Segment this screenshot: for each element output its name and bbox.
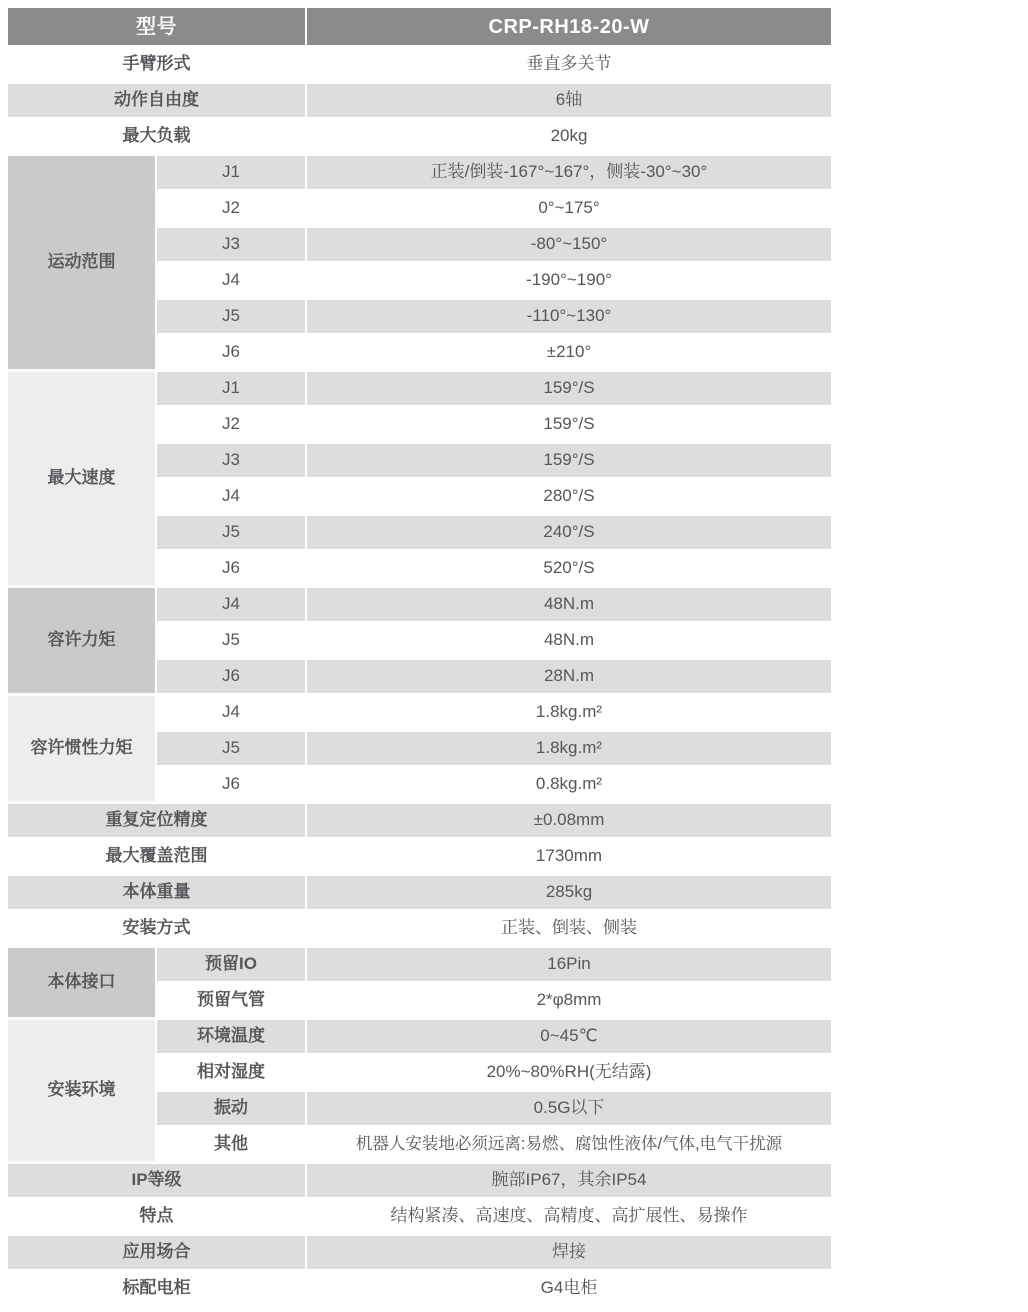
table-row bbox=[8, 1020, 831, 1053]
joint-label: J6 bbox=[157, 660, 305, 693]
table-row bbox=[8, 912, 831, 945]
group-cell-allowable-torque: 容许力矩 bbox=[8, 588, 155, 693]
table-row bbox=[8, 840, 831, 873]
table-row bbox=[8, 1200, 831, 1233]
humidity-value: 20%~80%RH(无结露) bbox=[307, 1056, 831, 1089]
joint-label: J5 bbox=[157, 732, 305, 765]
repeatability-label: 重复定位精度 bbox=[8, 804, 305, 837]
joint-value: 159°/S bbox=[307, 408, 831, 441]
features-label: 特点 bbox=[8, 1200, 305, 1233]
table-row bbox=[8, 588, 831, 621]
mounting-value: 正装、倒装、侧装 bbox=[307, 912, 831, 945]
table-row bbox=[8, 1236, 831, 1269]
joint-label: J6 bbox=[157, 336, 305, 369]
table-row bbox=[8, 696, 831, 729]
joint-value: -80°~150° bbox=[307, 228, 831, 261]
joint-label: J1 bbox=[157, 372, 305, 405]
joint-value: 240°/S bbox=[307, 516, 831, 549]
group-cell-install-environment: 安装环境 bbox=[8, 1020, 155, 1161]
body-weight-label: 本体重量 bbox=[8, 876, 305, 909]
vibration-value: 0.5G以下 bbox=[307, 1092, 831, 1125]
joint-label: J5 bbox=[157, 300, 305, 333]
joint-value: -190°~190° bbox=[307, 264, 831, 297]
joint-label: J3 bbox=[157, 228, 305, 261]
group-cell-max-speed: 最大速度 bbox=[8, 372, 155, 585]
table-row bbox=[8, 804, 831, 837]
joint-value: 1.8kg.m² bbox=[307, 732, 831, 765]
reserved-io-value: 16Pin bbox=[307, 948, 831, 981]
table-row bbox=[8, 120, 831, 153]
table-header-row bbox=[8, 8, 831, 45]
ip-rating-value: 腕部IP67，其余IP54 bbox=[307, 1164, 831, 1197]
application-label: 应用场合 bbox=[8, 1236, 305, 1269]
joint-value: 48N.m bbox=[307, 588, 831, 621]
joint-value: 159°/S bbox=[307, 372, 831, 405]
max-reach-value: 1730mm bbox=[307, 840, 831, 873]
standard-cabinet-value: G4电柜 bbox=[307, 1272, 831, 1305]
max-payload-label: 最大负载 bbox=[8, 120, 305, 153]
joint-label: J3 bbox=[157, 444, 305, 477]
max-reach-label: 最大覆盖范围 bbox=[8, 840, 305, 873]
joint-value: 1.8kg.m² bbox=[307, 696, 831, 729]
joint-value: 28N.m bbox=[307, 660, 831, 693]
joint-label: J6 bbox=[157, 552, 305, 585]
table-row bbox=[8, 372, 831, 405]
humidity-label: 相对湿度 bbox=[157, 1056, 305, 1089]
table-row bbox=[8, 1164, 831, 1197]
features-value: 结构紧凑、高速度、高精度、高扩展性、易操作 bbox=[307, 1200, 831, 1233]
group-cell-body-interface: 本体接口 bbox=[8, 948, 155, 1017]
reserved-air-value: 2*φ8mm bbox=[307, 984, 831, 1017]
table-row bbox=[8, 84, 831, 117]
group-cell-allowable-inertia: 容许惯性力矩 bbox=[8, 696, 155, 801]
ambient-temp-value: 0~45℃ bbox=[307, 1020, 831, 1053]
vibration-label: 振动 bbox=[157, 1092, 305, 1125]
model-number: CRP-RH18-20-W bbox=[307, 8, 831, 45]
other-env-label: 其他 bbox=[157, 1128, 305, 1161]
joint-value: 520°/S bbox=[307, 552, 831, 585]
reserved-air-label: 预留气管 bbox=[157, 984, 305, 1017]
ambient-temp-label: 环境温度 bbox=[157, 1020, 305, 1053]
joint-label: J5 bbox=[157, 624, 305, 657]
table-row bbox=[8, 156, 831, 189]
joint-value: 280°/S bbox=[307, 480, 831, 513]
joint-value: 48N.m bbox=[307, 624, 831, 657]
joint-label: J6 bbox=[157, 768, 305, 801]
mounting-label: 安装方式 bbox=[8, 912, 305, 945]
dof-value: 6轴 bbox=[307, 84, 831, 117]
joint-label: J2 bbox=[157, 192, 305, 225]
group-cell-motion-range: 运动范围 bbox=[8, 156, 155, 369]
joint-value: 0.8kg.m² bbox=[307, 768, 831, 801]
table-row bbox=[8, 48, 831, 81]
dof-label: 动作自由度 bbox=[8, 84, 305, 117]
repeatability-value: ±0.08mm bbox=[307, 804, 831, 837]
joint-label: J4 bbox=[157, 588, 305, 621]
joint-label: J2 bbox=[157, 408, 305, 441]
joint-value: ±210° bbox=[307, 336, 831, 369]
joint-label: J4 bbox=[157, 480, 305, 513]
application-value: 焊接 bbox=[307, 1236, 831, 1269]
body-weight-value: 285kg bbox=[307, 876, 831, 909]
standard-cabinet-label: 标配电柜 bbox=[8, 1272, 305, 1305]
joint-label: J4 bbox=[157, 264, 305, 297]
arm-type-value: 垂直多关节 bbox=[307, 48, 831, 81]
table-row bbox=[8, 1272, 831, 1305]
joint-value: 159°/S bbox=[307, 444, 831, 477]
max-payload-value: 20kg bbox=[307, 120, 831, 153]
joint-label: J5 bbox=[157, 516, 305, 549]
table-row bbox=[8, 948, 831, 981]
table-row bbox=[8, 876, 831, 909]
arm-type-label: 手臂形式 bbox=[8, 48, 305, 81]
other-env-value: 机器人安装地必须远离:易燃、腐蚀性液体/气体,电气干扰源 bbox=[307, 1128, 831, 1161]
joint-value: -110°~130° bbox=[307, 300, 831, 333]
robot-spec-table bbox=[6, 5, 833, 1308]
joint-label: J1 bbox=[157, 156, 305, 189]
joint-value: 正装/倒装-167°~167°，侧装-30°~30° bbox=[307, 156, 831, 189]
joint-value: 0°~175° bbox=[307, 192, 831, 225]
model-header-label: 型号 bbox=[8, 8, 305, 45]
ip-rating-label: IP等级 bbox=[8, 1164, 305, 1197]
joint-label: J4 bbox=[157, 696, 305, 729]
reserved-io-label: 预留IO bbox=[157, 948, 305, 981]
